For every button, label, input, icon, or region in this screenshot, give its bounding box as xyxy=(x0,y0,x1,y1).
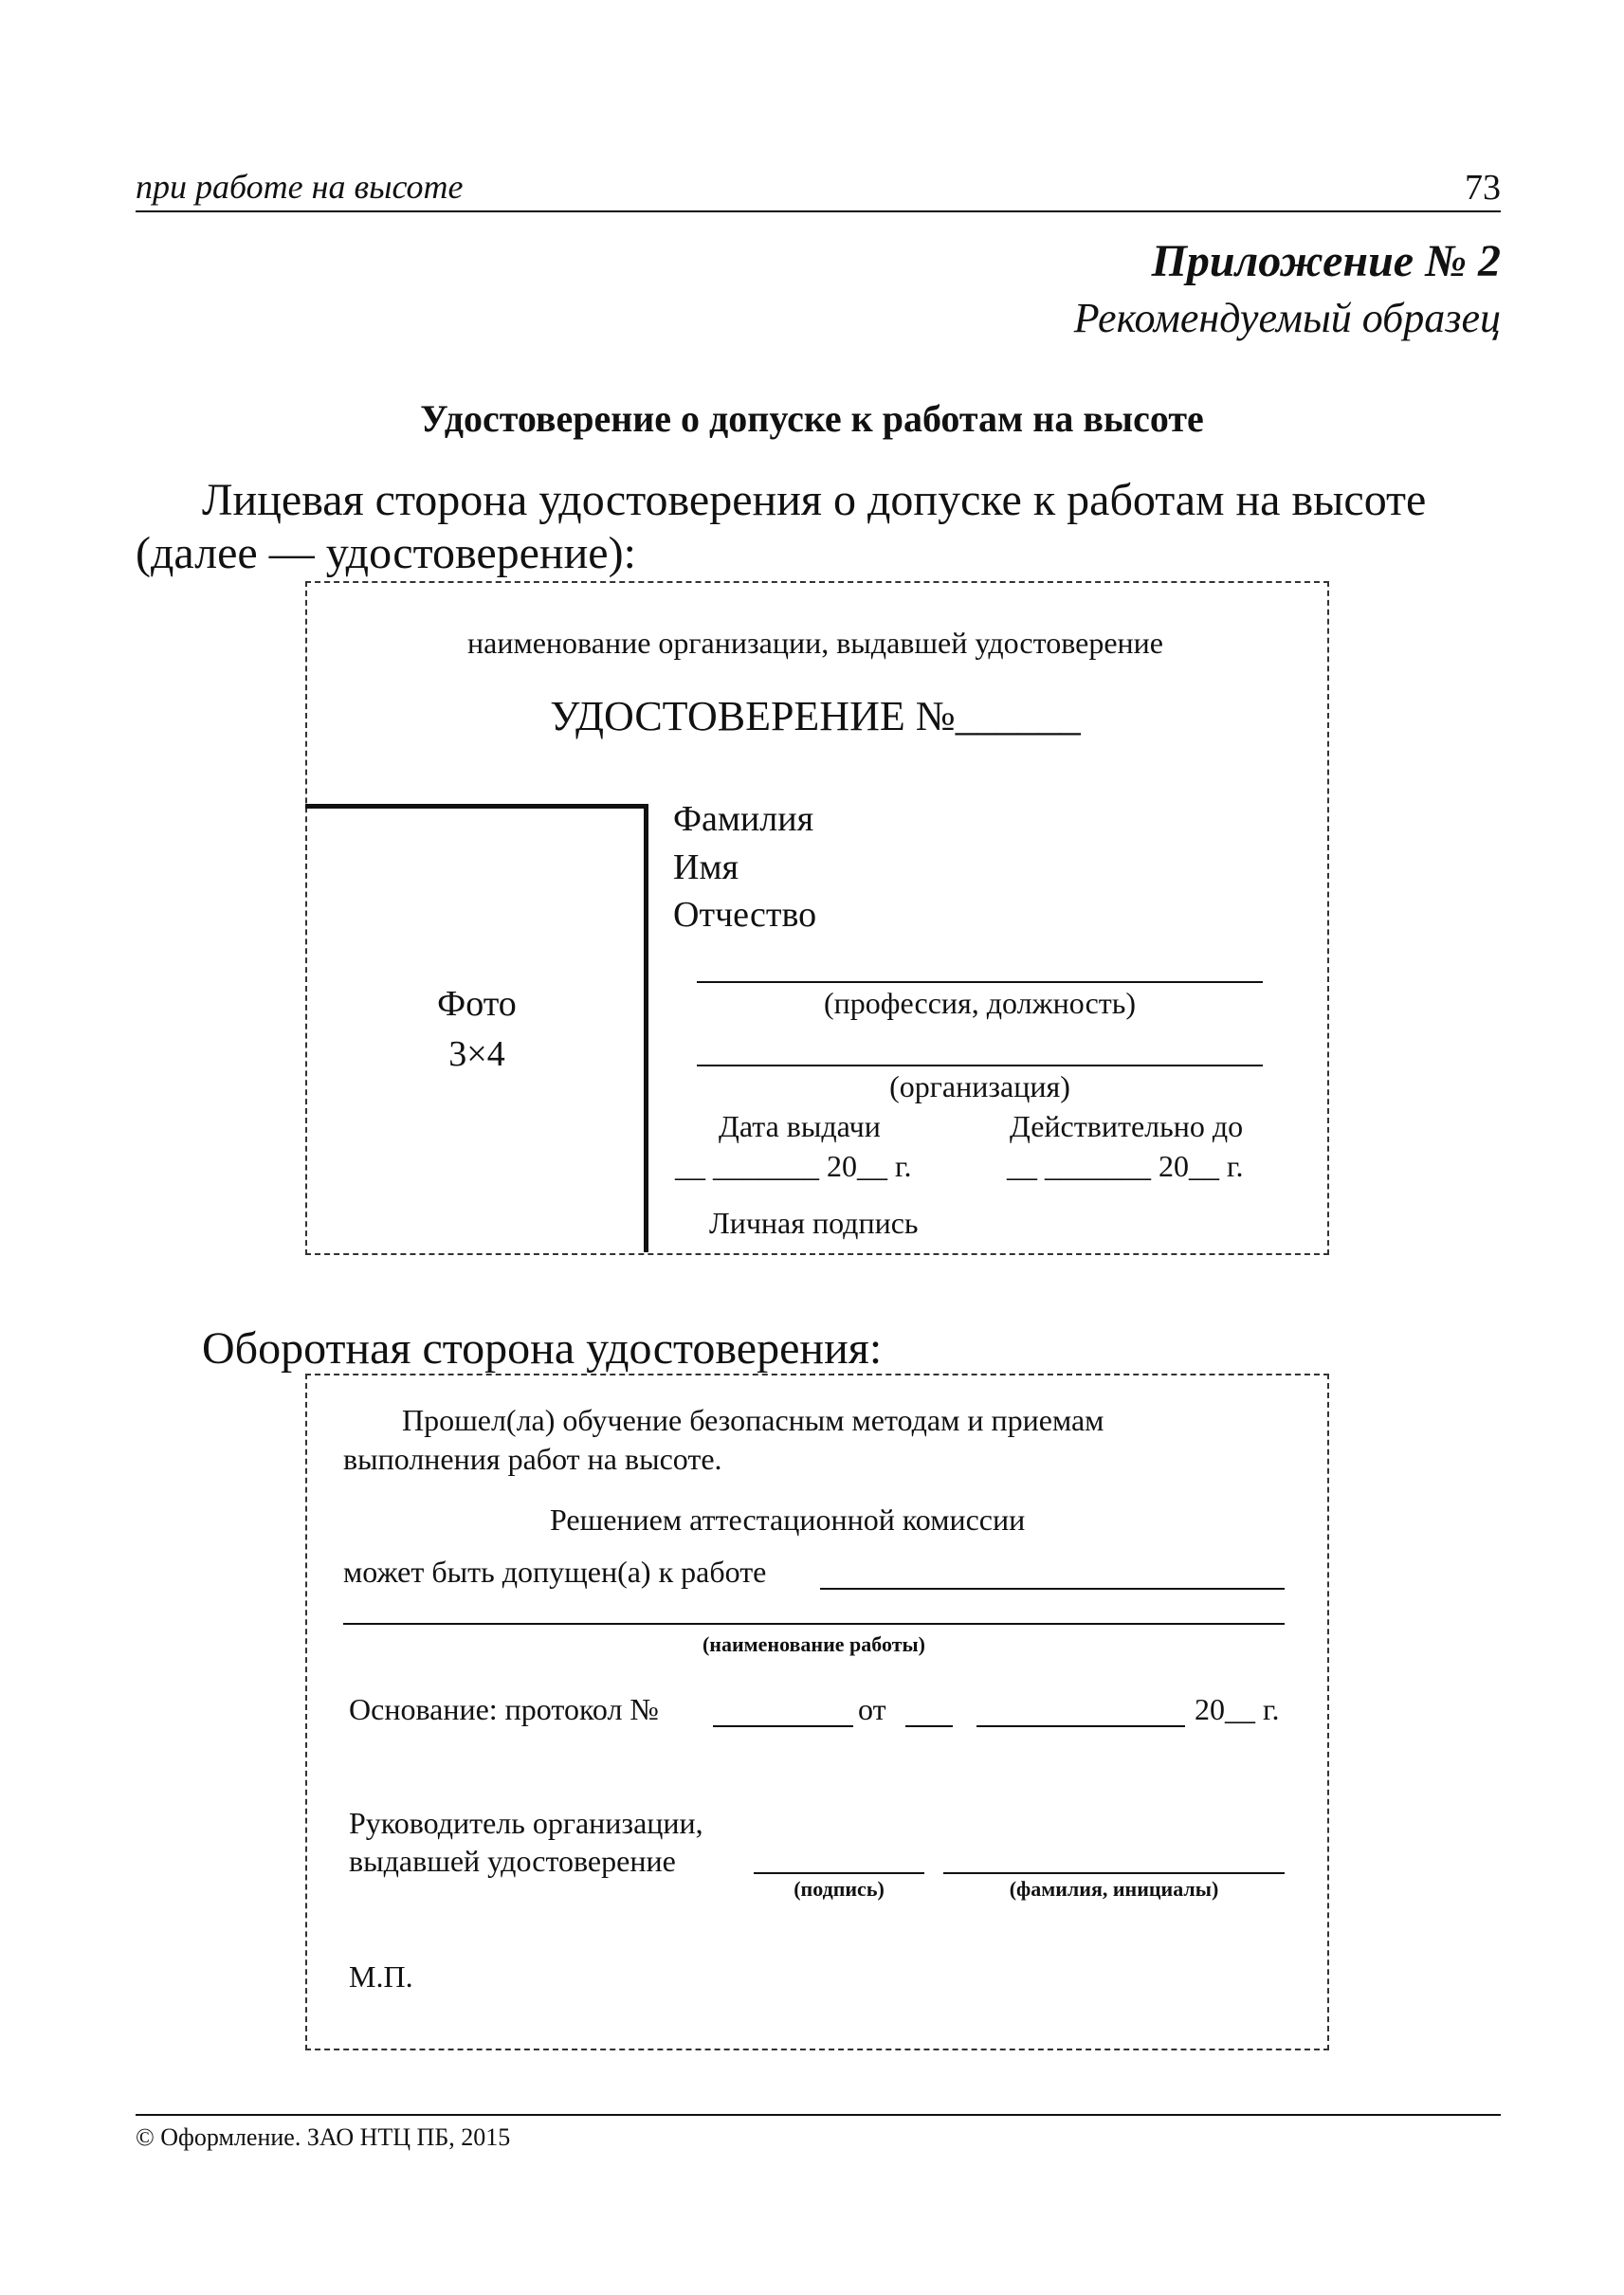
org-name-caption: наименование организации, выдавшей удостоверение xyxy=(467,626,1163,660)
basis-label: Основание: протокол № xyxy=(349,1692,659,1726)
running-title: при работе на высоте xyxy=(136,168,464,206)
head-name-line xyxy=(943,1872,1285,1874)
photo-label: Фото xyxy=(437,984,517,1024)
photo-frame xyxy=(305,804,648,1252)
training-line-2: выполнения работ на высоте. xyxy=(343,1442,722,1476)
intro-line-2: (далее — удостоверение): xyxy=(136,528,636,578)
signature-line xyxy=(754,1872,924,1874)
stamp-place: М.П. xyxy=(349,1959,413,1994)
work-fill-line xyxy=(820,1588,1285,1590)
from-label: от xyxy=(858,1692,886,1726)
profession-line xyxy=(697,981,1263,983)
intro-line-1: Лицевая сторона удостоверения о допуске к работам на высоте xyxy=(202,475,1427,525)
footer-copyright: © Оформление. ЗАО НТЦ ПБ, 2015 xyxy=(136,2123,511,2151)
issue-date-label: Дата выдачи xyxy=(719,1109,881,1143)
header-rule xyxy=(136,210,1501,212)
document-title: Удостоверение о допуске к работам на высоте xyxy=(420,397,1204,440)
intro-paragraph xyxy=(136,474,1501,580)
issue-date-value: __ _______ 20__ г. xyxy=(675,1149,912,1183)
organization-caption: (организация) xyxy=(889,1069,1070,1103)
work-name-line xyxy=(343,1623,1285,1625)
protocol-year: 20__ г. xyxy=(1195,1692,1280,1726)
footer-rule xyxy=(136,2114,1501,2116)
valid-until-label: Действительно до xyxy=(1010,1109,1244,1143)
training-line-1: Прошел(ла) обучение безопасным методам и приемам xyxy=(402,1403,1104,1437)
patronymic-label: Отчество xyxy=(673,895,817,935)
signature-caption: (подпись) xyxy=(794,1877,885,1901)
day-line xyxy=(905,1725,953,1727)
certificate-number-title: УДОСТОВЕРЕНИЕ №______ xyxy=(550,693,1081,739)
appendix-subtitle: Рекомендуемый образец xyxy=(1073,295,1501,341)
work-name-caption: (наименование работы) xyxy=(702,1632,926,1656)
photo-size: 3×4 xyxy=(448,1034,505,1074)
name-label: Имя xyxy=(673,847,739,887)
page-number: 73 xyxy=(1465,168,1501,208)
appendix-title: Приложение № 2 xyxy=(1151,236,1501,286)
commission-text: Решением аттестационной комиссии xyxy=(550,1503,1026,1537)
head-label-line-2: выдавшей удостоверение xyxy=(349,1844,676,1878)
admitted-text: может быть допущен(а) к работе xyxy=(343,1555,767,1589)
signature-label: Личная подпись xyxy=(709,1206,919,1240)
protocol-number-line xyxy=(713,1725,853,1727)
valid-until-value: __ _______ 20__ г. xyxy=(1007,1149,1244,1183)
head-label-line-1: Руководитель организации, xyxy=(349,1806,703,1840)
surname-label: Фамилия xyxy=(673,799,814,839)
profession-caption: (профессия, должность) xyxy=(823,986,1137,1020)
month-line xyxy=(976,1725,1185,1727)
back-side-title: Оборотная сторона удостоверения: xyxy=(202,1323,883,1374)
organization-line xyxy=(697,1065,1263,1066)
name-initials-caption: (фамилия, инициалы) xyxy=(1009,1877,1219,1901)
